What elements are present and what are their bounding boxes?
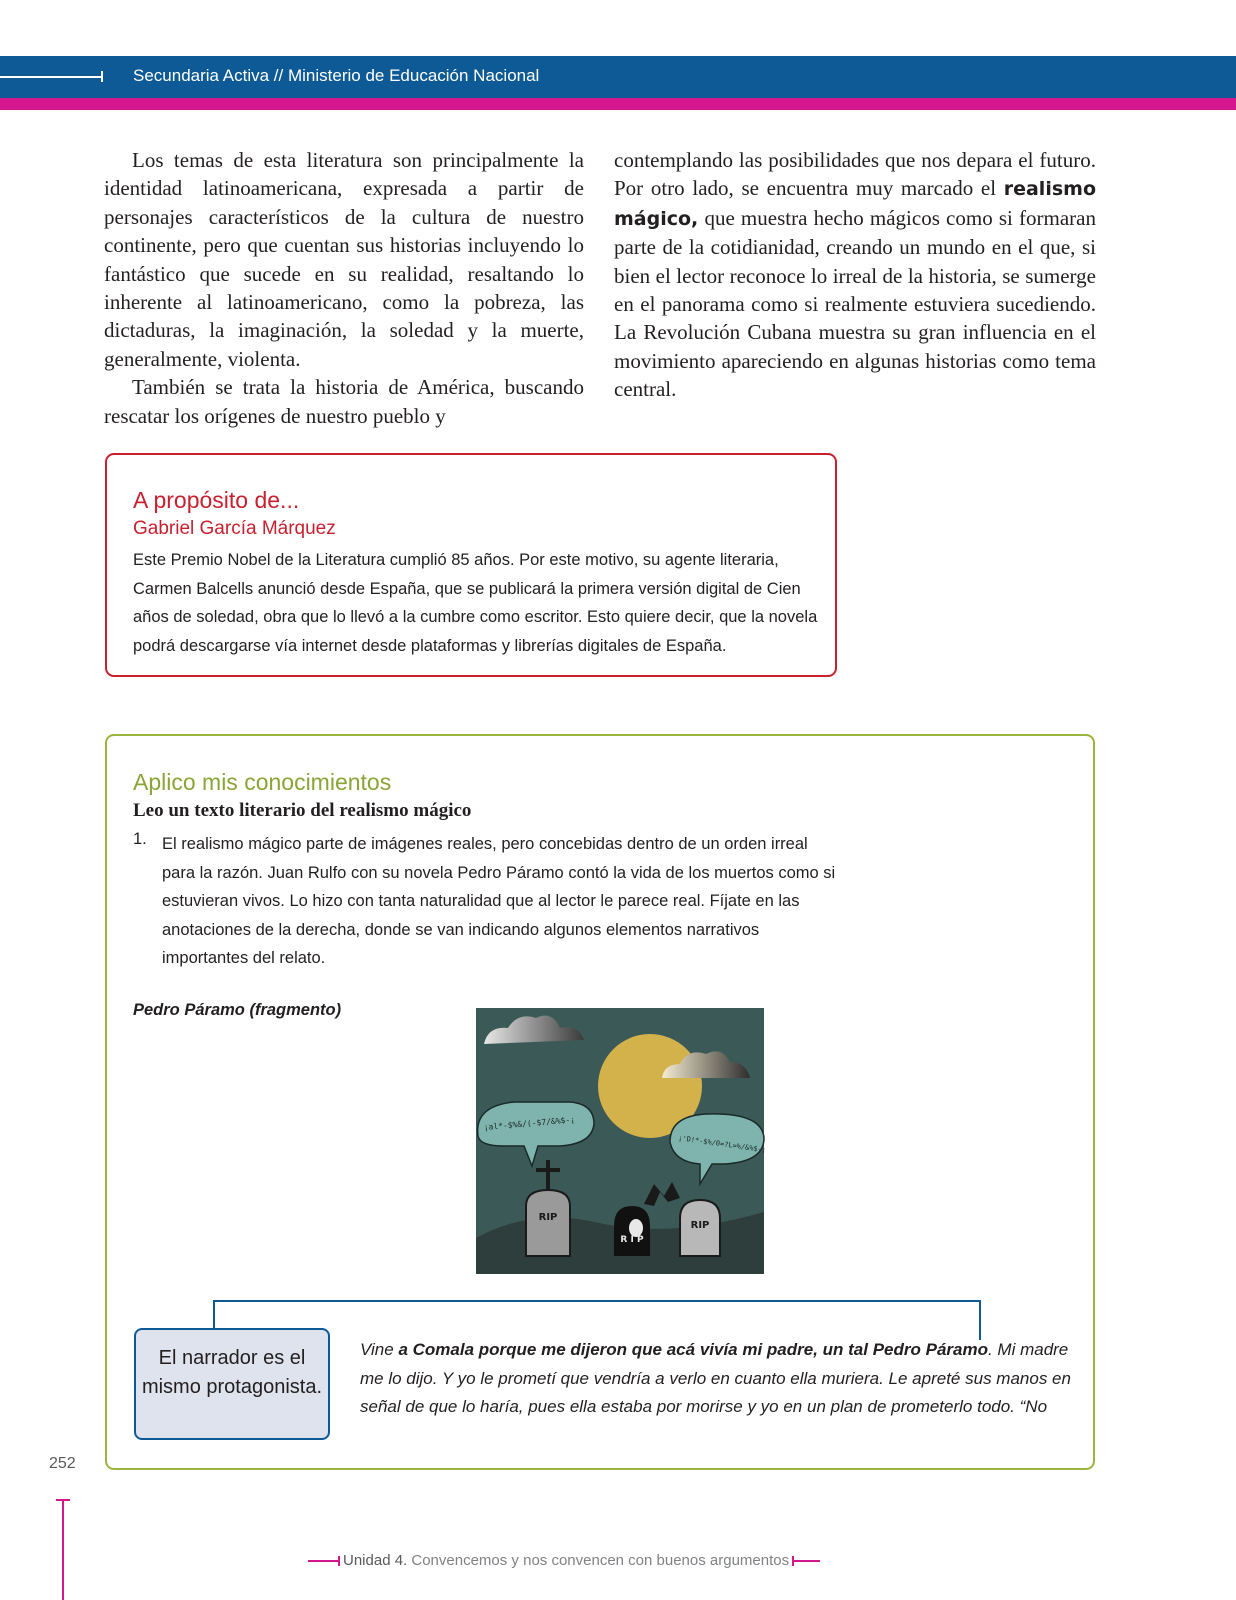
right-text-part-2: que muestra hecho mágicos como si formaran parte de la cotidianidad, creando un mundo en el que, si bien el lector reconoce lo irreal de la historia, se sumerge en el panorama como si realmente estuviera sucediendo. La Revolución Cubana muestra su gran influencia en el movimiento apareciendo en algunas historias como tema central. xyxy=(614,205,1096,402)
header-pink-stripe xyxy=(0,98,1236,110)
annotation-connector xyxy=(213,1300,981,1302)
fragment-text-part-1: Vine xyxy=(360,1340,399,1359)
footer-vertical-rule xyxy=(62,1499,64,1600)
tombstone-1-label: RIP xyxy=(538,1212,558,1223)
bubble-1-text: ¡al*-$%&/(-$7/&%$-¡ xyxy=(483,1115,576,1132)
annotation-connector-right xyxy=(979,1300,981,1340)
footer-tick-left xyxy=(338,1556,340,1566)
aplico-title: Aplico mis conocimientos xyxy=(133,769,392,795)
proposito-subtitle: Gabriel García Márquez xyxy=(133,518,336,539)
left-column xyxy=(104,146,584,430)
item-number: 1. xyxy=(133,830,147,848)
bubble-2-text: ¡'D!*-$%/0=?L=%/&%$-¡ xyxy=(677,1134,766,1155)
aplico-subtitle: Leo un texto literario del realismo mágico xyxy=(133,800,472,821)
right-text-bold: realismo mágico, xyxy=(614,178,1096,230)
tombstone-3-label: RIP xyxy=(690,1220,710,1231)
header-title: Secundaria Activa // Ministerio de Educación Nacional xyxy=(133,66,540,85)
fragment-text-part-2: . Mi madre me lo dijo. Y yo le prometí que vendría a verlo en cuanto ella muriera. Le apreté sus manos en señal de que lo haría, pues ella estaba por morirse y yo en un plan de prometerlo todo. “No xyxy=(360,1340,1071,1416)
left-paragraph-1: Los temas de esta literatura son principalmente la identidad latinoamericana, expresada a partir de personajes característicos de la cultura de nuestro continente, pero que cuentan sus historias incluyendo lo fantástico que sucede en su realidad, resaltando lo inherente al latinoamericano, como la pobreza, las dictaduras, la imaginación, la soledad y la muerte, generalmente, violenta. xyxy=(104,148,584,371)
proposito-text: Este Premio Nobel de la Literatura cumplió 85 años. Por este motivo, su agente literaria, Carmen Balcells anunció desde España, que se publicará la primera versión digital de Cien años de soledad, obra que lo llevó a la cumbre como escritor. Esto quiere decir, que la novela podrá descargarse vía internet desde plataformas y librerías digitales de España. xyxy=(133,551,818,655)
proposito-title: A propósito de... xyxy=(133,487,300,513)
fragment-text-bold: a Comala porque me dijeron que acá vivía mi padre, un tal Pedro Páramo xyxy=(398,1340,988,1359)
footer xyxy=(308,1552,820,1569)
footer-unit: Unidad 4. xyxy=(343,1552,408,1569)
fragment-text xyxy=(360,1336,1072,1422)
right-column xyxy=(614,146,1096,404)
footer-rule-left xyxy=(308,1560,338,1562)
annotation-text: El narrador es el mismo protagonista. xyxy=(141,1347,323,1398)
item-text: El realismo mágico parte de imágenes reales, pero concebidas dentro de un orden irreal para la razón. Juan Rulfo con su novela Pedro Páramo contó la vida de los muertos como si estuvieran vivos. Lo hizo con tanta naturalidad que al lector le parece real. Fíjate en las anotaciones de la derecha, donde se van indicando algunos elementos narrativos importantes del relato. xyxy=(162,835,836,967)
page-number: 252 xyxy=(49,1455,76,1472)
footer-title: Convencemos y nos convencen con buenos argumentos xyxy=(407,1552,790,1569)
cemetery-illustration xyxy=(474,1006,766,1278)
cross-bar xyxy=(536,1168,560,1172)
left-paragraph-2: También se trata la historia de América, buscando rescatar los orígenes de nuestro pueblo y xyxy=(104,375,584,428)
fragment-title: Pedro Páramo (fragmento) xyxy=(133,1001,342,1019)
header-rule-tick xyxy=(101,71,103,82)
header-rule xyxy=(0,76,102,78)
tombstone-1 xyxy=(526,1190,570,1256)
right-text-part-1: contemplando las posibilidades que nos depara el futuro. Por otro lado, se encuentra muy marcado el xyxy=(614,148,1096,201)
annotation-connector-left xyxy=(213,1300,215,1328)
right-paragraph xyxy=(614,146,1096,404)
footer-rule-right xyxy=(794,1560,820,1562)
tombstone-2-label: R I P xyxy=(620,1235,644,1245)
